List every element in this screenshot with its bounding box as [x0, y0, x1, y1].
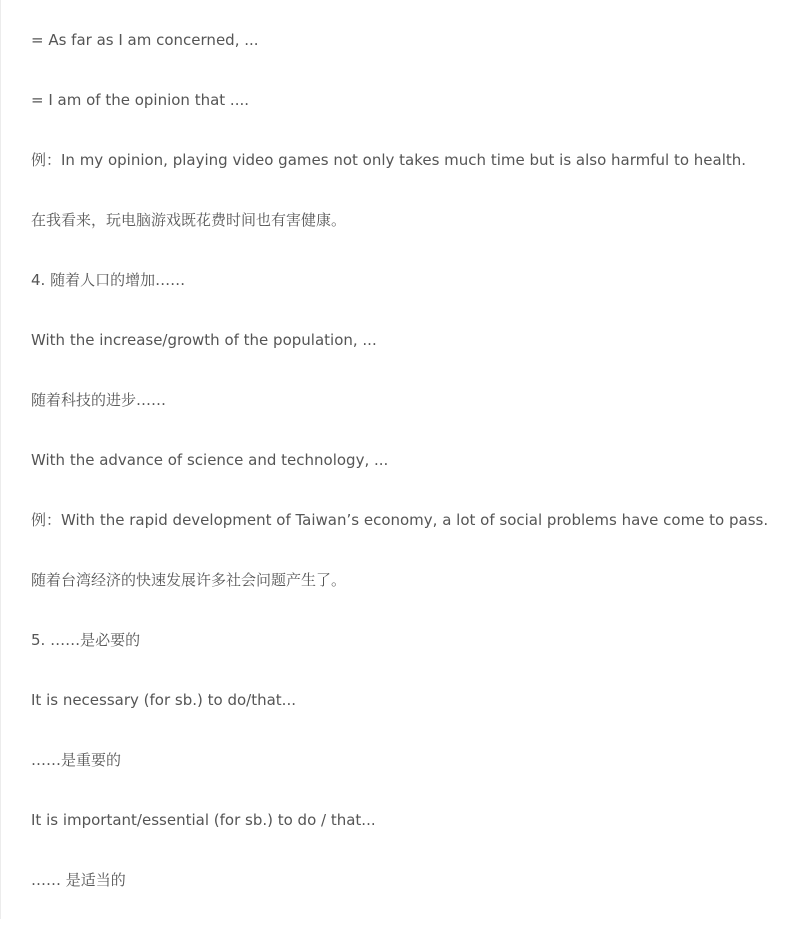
- paragraph: It is necessary (for sb.) to do/that...: [31, 691, 296, 709]
- paragraph: With the advance of science and technology, ...: [31, 451, 389, 469]
- paragraph: 例：In my opinion, playing video games not only takes much time but is also harmful to health.: [31, 151, 747, 169]
- paragraph: 5. ……是必要的: [31, 631, 141, 649]
- paragraph: = I am of the opinion that ....: [31, 91, 250, 109]
- paragraph: 例：With the rapid development of Taiwan’s economy, a lot of social problems have come to pass.: [31, 511, 769, 529]
- paragraph: = As far as I am concerned, ...: [31, 31, 259, 49]
- paragraph: …… 是适当的: [31, 871, 126, 889]
- paragraph: With the increase/growth of the population, ...: [31, 331, 377, 349]
- paragraph: It is important/essential (for sb.) to do / that...: [31, 811, 376, 829]
- paragraph: 随着科技的进步……: [31, 391, 167, 409]
- paragraph: 4. 随着人口的增加……: [31, 271, 186, 289]
- paragraph: 在我看来，玩电脑游戏既花费时间也有害健康。: [31, 211, 347, 229]
- paragraph: 随着台湾经济的快速发展许多社会问题产生了。: [31, 571, 347, 589]
- paragraph: ……是重要的: [31, 751, 122, 769]
- page-left-border: [0, 0, 1, 919]
- article-body: [31, 30, 784, 930]
